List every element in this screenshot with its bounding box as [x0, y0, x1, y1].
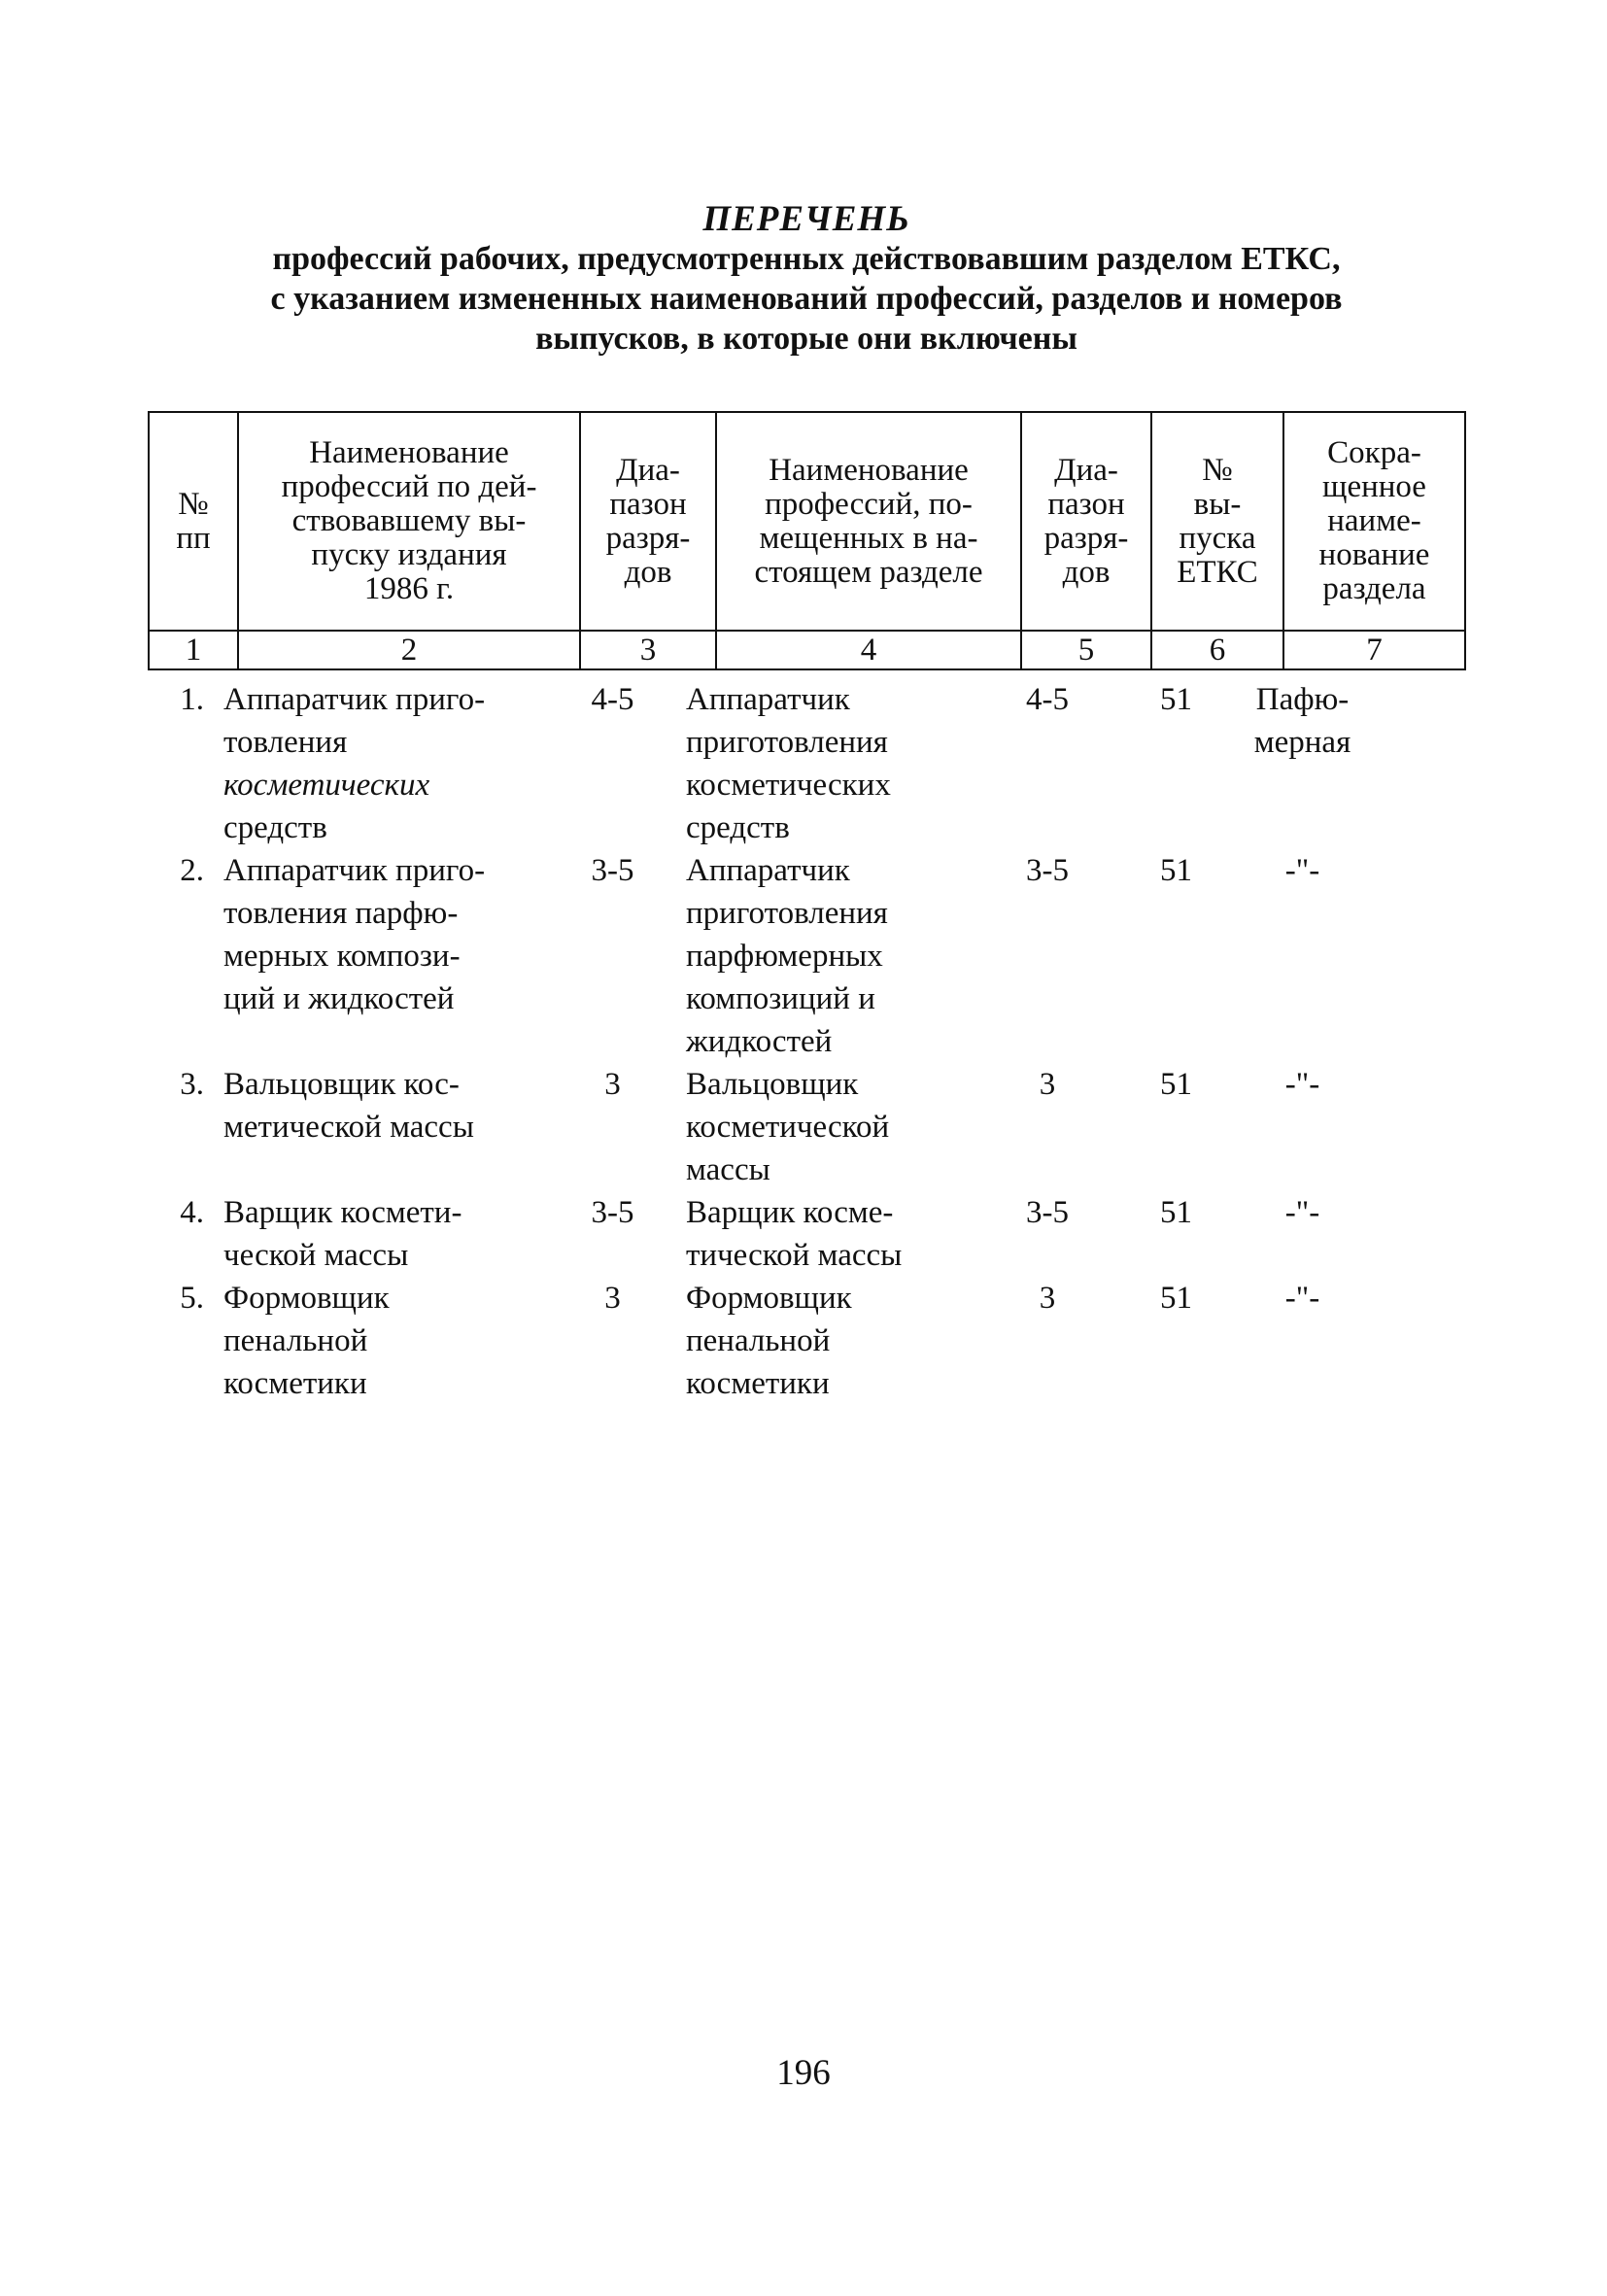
old-profession-name-line: мерных компози-: [223, 939, 461, 974]
new-profession-name: [674, 678, 980, 849]
old-grade-range: 3-5: [591, 1195, 634, 1230]
new-grade-range: 3: [1039, 1281, 1056, 1316]
header-line: №: [178, 486, 209, 522]
section-short-name-line: -"-: [1284, 1281, 1320, 1316]
new-profession-name-line: косметических: [686, 768, 891, 803]
etks-issue-number: 51: [1160, 1195, 1192, 1230]
header-line: щенное: [1322, 469, 1426, 504]
old-profession-name: [216, 1191, 551, 1277]
new-profession-name-line: Аппаратчик: [686, 853, 850, 888]
header-line: профессий по дей-: [281, 469, 537, 504]
column-number: 6: [1151, 631, 1283, 669]
old-grade-range: 3-5: [591, 853, 634, 888]
column-number: 5: [1021, 631, 1151, 669]
column-number: 2: [238, 631, 580, 669]
new-profession-name: [674, 1063, 980, 1191]
header-cell: [716, 412, 1021, 631]
table-body: [148, 678, 1464, 1405]
header-line: разря-: [1043, 520, 1129, 556]
header-cell: [238, 412, 580, 631]
new-profession-name-line: приготовления: [686, 896, 888, 931]
header-line: разря-: [605, 520, 691, 556]
section-short-name: [1238, 1063, 1367, 1191]
table-row: [148, 678, 1464, 849]
old-profession-name-line: ций и жидкостей: [223, 981, 455, 1016]
new-profession-name: [674, 1277, 980, 1405]
header-line: дов: [624, 554, 672, 590]
old-profession-name-line: пенальной: [223, 1323, 368, 1358]
table-row: [148, 849, 1464, 1063]
header-cell: [149, 412, 238, 631]
header-cell: [580, 412, 716, 631]
header-line: дов: [1062, 554, 1111, 590]
section-short-name-line: -"-: [1284, 1195, 1320, 1230]
section-short-name-line: Пафю-: [1255, 682, 1350, 717]
header-line: пп: [176, 520, 211, 556]
table-row: [148, 1191, 1464, 1277]
old-profession-name-line: товления: [223, 725, 348, 760]
header-line: пуску издания: [311, 537, 507, 572]
section-short-name: [1238, 1191, 1367, 1277]
column-number: 7: [1283, 631, 1465, 669]
header-line: пуска: [1179, 520, 1256, 556]
header-line: Наименование: [769, 452, 969, 488]
row-number: 2.: [180, 853, 204, 888]
section-short-name-line: -"-: [1284, 1067, 1320, 1102]
old-profession-name-line: Аппаратчик приго-: [223, 853, 486, 888]
new-profession-name-line: косметики: [686, 1366, 830, 1401]
old-profession-name: [216, 1063, 551, 1191]
header-line: 1986 г.: [363, 571, 455, 606]
new-profession-name-line: приготовления: [686, 725, 888, 760]
subtitle-line-1: профессий рабочих, предусмотренных действовавшим разделом ЕТКС,: [272, 241, 1341, 277]
new-profession-name-line: парфюмерных: [686, 939, 883, 974]
etks-issue-number: 51: [1160, 1067, 1192, 1102]
etks-issue-number: 51: [1160, 682, 1192, 717]
etks-issue-number: 51: [1160, 853, 1192, 888]
header-line: наиме-: [1327, 503, 1421, 538]
old-profession-name-line: Формовщик: [223, 1281, 390, 1316]
new-profession-name-line: пенальной: [686, 1323, 831, 1358]
table-row: [148, 1277, 1464, 1405]
new-profession-name-line: средств: [686, 810, 790, 845]
header-cell: [1151, 412, 1283, 631]
section-short-name: [1238, 1277, 1367, 1405]
section-short-name: [1238, 678, 1367, 849]
old-profession-name-line: средств: [223, 810, 327, 845]
old-grade-range: 3: [604, 1067, 621, 1102]
column-number-row: [149, 631, 1465, 669]
header-line: мещенных в на-: [759, 520, 978, 556]
header-line: профессий, по-: [765, 486, 973, 522]
column-number: 1: [149, 631, 238, 669]
header-cell: [1283, 412, 1465, 631]
header-line: Сокра-: [1327, 435, 1421, 470]
new-grade-range: 4-5: [1026, 682, 1069, 717]
column-number: 3: [580, 631, 716, 669]
header-line: вы-: [1193, 486, 1242, 522]
old-profession-name-line: товления парфю-: [223, 896, 459, 931]
header-line: стоящем разделе: [754, 554, 983, 590]
old-profession-name-line: Варщик космети-: [223, 1195, 462, 1230]
column-number: 4: [716, 631, 1021, 669]
new-profession-name: [674, 1191, 980, 1277]
old-profession-name-line: косметических: [223, 768, 430, 803]
header-line: Диа-: [1054, 452, 1118, 488]
header-row: [149, 412, 1465, 631]
header-line: нование: [1318, 537, 1430, 572]
new-profession-name-line: массы: [686, 1152, 770, 1187]
header-line: ствовавшему вы-: [291, 503, 527, 538]
row-number: 1.: [180, 682, 204, 717]
old-profession-name-line: Аппаратчик приго-: [223, 682, 486, 717]
table-row: [148, 1063, 1464, 1191]
old-profession-name: [216, 1277, 551, 1405]
section-short-name: [1238, 849, 1367, 1063]
old-profession-name-line: Вальцовщик кос-: [223, 1067, 460, 1102]
row-number: 5.: [180, 1281, 204, 1316]
new-profession-name-line: косметической: [686, 1110, 890, 1145]
old-profession-name: [216, 678, 551, 849]
title-block: [146, 199, 1467, 359]
new-profession-name-line: Вальцовщик: [686, 1067, 859, 1102]
header-line: Диа-: [616, 452, 680, 488]
header-line: №: [1202, 452, 1233, 488]
new-profession-name-line: Формовщик: [686, 1281, 852, 1316]
new-profession-name-line: композиций и: [686, 981, 875, 1016]
new-profession-name: [674, 849, 980, 1063]
table-header: [148, 411, 1466, 670]
header-line: ЕТКС: [1177, 554, 1258, 590]
new-profession-name-line: жидкостей: [686, 1024, 833, 1059]
new-profession-name-line: Варщик косме-: [686, 1195, 894, 1230]
header-line: пазон: [1047, 486, 1125, 522]
header-line: пазон: [609, 486, 687, 522]
subtitle-line-2: с указанием измененных наименований профессий, разделов и номеров: [270, 281, 1343, 317]
old-grade-range: 3: [604, 1281, 621, 1316]
page-number: 196: [776, 2053, 831, 2093]
etks-issue-number: 51: [1160, 1281, 1192, 1316]
old-grade-range: 4-5: [591, 682, 634, 717]
old-profession-name: [216, 849, 551, 1063]
header-line: раздела: [1322, 571, 1426, 606]
old-profession-name-line: ческой массы: [223, 1238, 409, 1273]
old-profession-name-line: косметики: [223, 1366, 367, 1401]
row-number: 3.: [180, 1067, 204, 1102]
new-profession-name-line: тической массы: [686, 1238, 903, 1273]
document-title: ПЕРЕЧЕНЬ: [702, 199, 910, 239]
subtitle-line-3: выпусков, в которые они включены: [535, 321, 1077, 357]
section-short-name-line: мерная: [1253, 725, 1351, 760]
new-grade-range: 3-5: [1026, 853, 1069, 888]
old-profession-name-line: метической массы: [223, 1110, 474, 1145]
header-line: Наименование: [309, 435, 509, 470]
section-short-name-line: -"-: [1284, 853, 1320, 888]
new-grade-range: 3-5: [1026, 1195, 1069, 1230]
header-cell: [1021, 412, 1151, 631]
row-number: 4.: [180, 1195, 204, 1230]
new-profession-name-line: Аппаратчик: [686, 682, 850, 717]
new-grade-range: 3: [1039, 1067, 1056, 1102]
